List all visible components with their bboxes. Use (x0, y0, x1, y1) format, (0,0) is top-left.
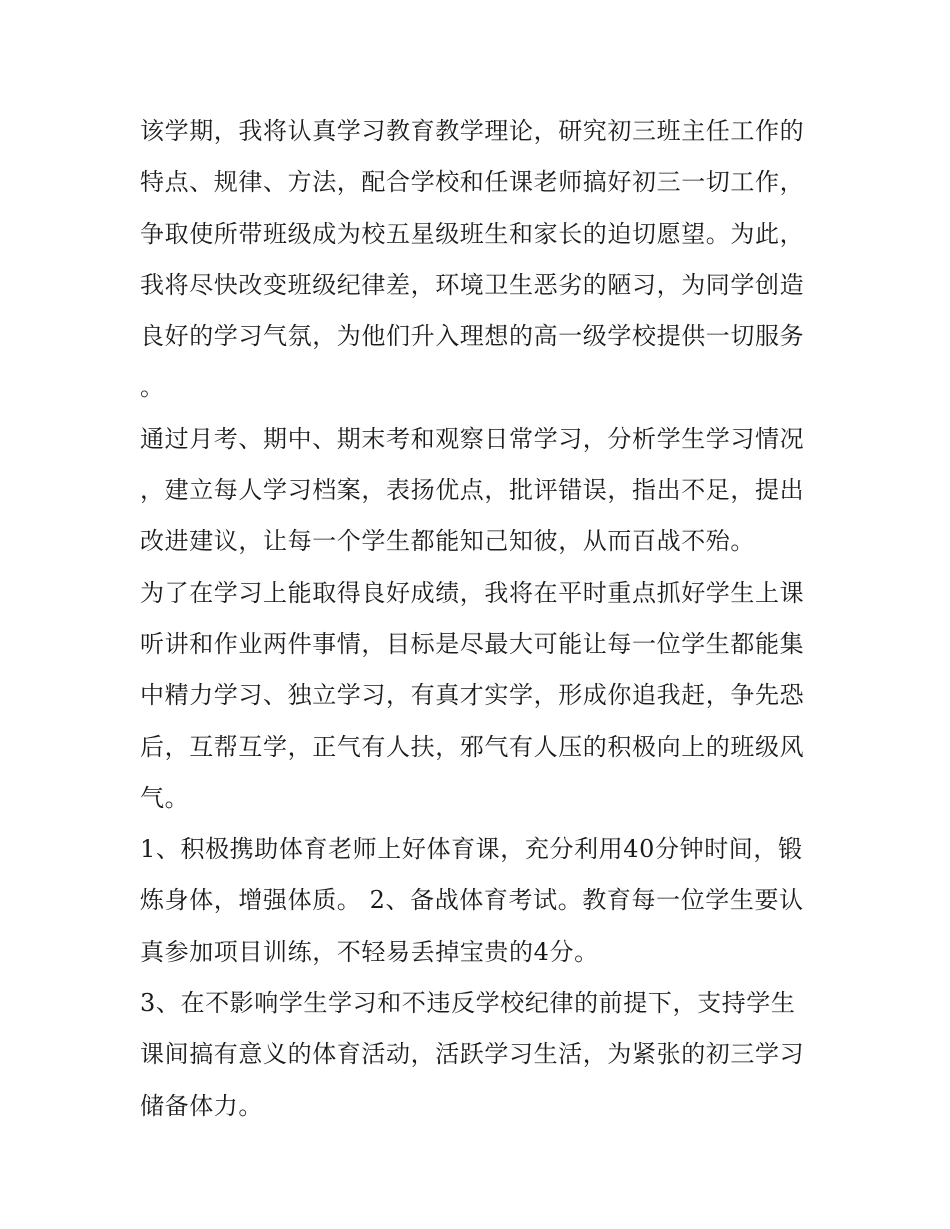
paragraph-pe-class: 1、积极携助体育老师上好体育课，充分利用40分钟时间，锻炼身体，增强体质。 2、备战体育考试。教育每一位学生要认真参加项目训练，不轻易丢掉宝贵的4分。 (140, 835, 804, 966)
paragraph-activities: 3、在不影响学生学习和不违反学校纪律的前提下，支持学生课间搞有意义的体育活动，活跃学习生活，为紧张的初三学习储备体力。 (140, 989, 805, 1120)
paragraph-exam-analysis: 通过月考、期中、期末考和观察日常学习，分析学生学习情况，建立每人学习档案，表扬优点，批评错误，指出不足，提出改进建议，让每一个学生都能知己知彼，从而百战不殆。 (140, 424, 805, 556)
paragraph-semester-plan: 该学期，我将认真学习教育教学理论，研究初三班主任工作的特点、规律、方法，配合学校和任课老师搞好初三一切工作，争取使所带班级成为校五星级班生和家长的迫切愿望。为此，我将尽快改变班级纪律差，环境卫生恶劣的陋习，为同学创造良好的学习气氛，为他们升入理想的高一级学校提供一切服务。 (140, 117, 805, 402)
document-body (140, 106, 820, 1132)
paragraph-study-habits: 为了在学习上能取得良好成绩，我将在平时重点抓好学生上课听讲和作业两件事情，目标是尽最大可能让每一位学生都能集中精力学习、独立学习，有真才实学，形成你追我赶，争先恐后，互帮互学，正气有人扶，邪气有人压的积极向上的班级风气。 (140, 578, 805, 812)
